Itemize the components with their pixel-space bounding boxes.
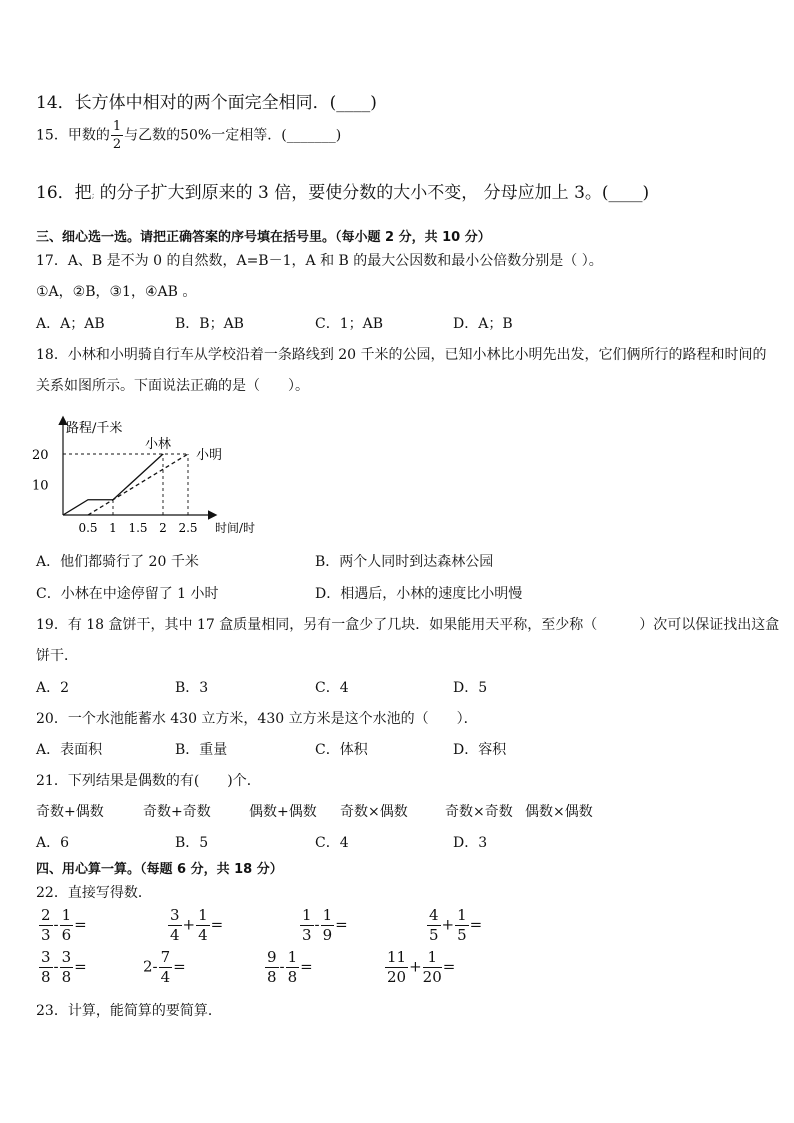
calc-item-1: $\frac{2}{3}$ - $\frac{1}{6}$ = <box>41 906 87 944</box>
option-c[interactable]: C．小林在中途停留了 1 小时 <box>36 586 219 602</box>
question-16-tail: 的分子扩大到原来的 3 倍，要使分数的大小不变， 分母应加上 3。 <box>99 183 602 203</box>
option-d[interactable]: D．容积 <box>453 742 507 758</box>
option-a[interactable]: A．他们都骑行了 20 千米 <box>36 554 199 570</box>
question-17-hint: ①A，②B，③1，④AB 。 <box>36 284 197 300</box>
question-15 <box>36 120 341 151</box>
option-c[interactable]: C．1；AB <box>315 316 384 332</box>
option-b[interactable]: B．5 <box>175 835 209 851</box>
series-line <box>88 454 188 515</box>
calc-item-4: $\frac{4}{5}$ + $\frac{1}{5}$ = <box>429 906 483 944</box>
option-d[interactable]: D．A；B <box>453 316 513 332</box>
answer-blank[interactable]: (____) <box>329 93 377 113</box>
expression-item: 偶数+偶数 <box>249 804 317 820</box>
x-axis-label: 时间/时 <box>215 521 256 535</box>
option-d[interactable]: D．5 <box>453 680 488 696</box>
y-tick-label: 20 <box>32 448 49 463</box>
expression-item: 奇数+奇数 <box>143 804 211 820</box>
missing-fraction-glyph: ; <box>91 191 95 201</box>
question-19-stem-1: 19．有 18 盒饼干，其中 17 盒质量相同，另有一盒少了几块．如果能用天平称，至少称（ ）次可以保证找出这盒 <box>36 617 780 633</box>
expression-item: 偶数×偶数 <box>525 804 593 820</box>
option-a[interactable]: A．A；AB <box>36 316 105 332</box>
section-4-heading: 四、用心算一算。（每题 6 分，共 18 分） <box>36 862 283 877</box>
option-a[interactable]: A．表面积 <box>36 742 103 758</box>
x-tick-label: 1 <box>109 521 117 535</box>
answer-blank[interactable]: (_______) <box>281 127 342 144</box>
series-label: 小林 <box>145 437 172 452</box>
calc-item-7: $\frac{9}{8}$ - $\frac{1}{8}$ = <box>267 948 313 986</box>
question-19-stem-2: 饼干． <box>36 648 78 664</box>
x-tick-label: 0.5 <box>78 521 98 535</box>
option-c[interactable]: C．4 <box>315 680 349 696</box>
x-tick-label: 1.5 <box>128 521 148 535</box>
series-line <box>63 454 163 515</box>
calc-item-6: 2- $\frac{7}{4}$ = <box>143 948 186 986</box>
calc-item-2: $\frac{3}{4}$ + $\frac{1}{4}$ = <box>170 906 224 944</box>
calc-item-3: $\frac{1}{3}$ - $\frac{1}{9}$ = <box>302 906 348 944</box>
question-20-stem: 20．一个水池能蓄水 430 立方米，430 立方米是这个水池的（ ）． <box>36 711 478 727</box>
question-22-stem: 22．直接写得数． <box>36 885 152 901</box>
expression-item: 奇数×偶数 <box>340 804 408 820</box>
calc-item-5: $\frac{3}{8}$ - $\frac{3}{8}$ = <box>41 948 87 986</box>
question-14 <box>36 88 377 113</box>
question-18-stem-1: 18．小林和小明骑自行车从学校沿着一条路线到 20 千米的公园，已知小林比小明先出发，它们俩所行的路程和时间的 <box>36 347 767 363</box>
x-tick-label: 2 <box>159 521 167 535</box>
option-d[interactable]: D．3 <box>453 835 488 851</box>
question-16 <box>36 178 649 203</box>
question-15-post: 与乙数的50%一定相等． <box>124 127 282 144</box>
answer-blank[interactable]: (____) <box>601 183 650 203</box>
y-tick-label: 10 <box>32 478 49 494</box>
option-d[interactable]: D．相遇后，小林的速度比小明慢 <box>315 586 523 602</box>
option-a[interactable]: A．6 <box>36 835 70 851</box>
option-c[interactable]: C．体积 <box>315 742 368 758</box>
chart-svg <box>30 410 280 540</box>
question-23-stem: 23．计算，能简算的要简算． <box>36 1003 222 1019</box>
expression-item: 奇数+偶数 <box>36 804 104 820</box>
expression-item: 奇数×奇数 <box>445 804 513 820</box>
series-label: 小明 <box>196 448 223 463</box>
question-14-text: 14．长方体中相对的两个面完全相同． <box>36 93 330 113</box>
distance-time-chart <box>30 410 280 540</box>
option-a[interactable]: A．2 <box>36 680 70 696</box>
question-18-stem-2: 关系如图所示。下面说法正确的是（ ）。 <box>36 378 309 394</box>
option-b[interactable]: B．重量 <box>175 742 228 758</box>
calc-item-8: $\frac{11}{20}$ + $\frac{1}{20}$ = <box>387 948 456 986</box>
option-c[interactable]: C．4 <box>315 835 349 851</box>
section-3-heading: 三、细心选一选。请把正确答案的序号填在括号里。（每小题 2 分，共 10 分） <box>36 230 491 245</box>
option-b[interactable]: B．3 <box>175 680 209 696</box>
question-15-pre: 15．甲数的 <box>36 127 110 144</box>
option-b[interactable]: B．两个人同时到达森林公园 <box>315 554 494 570</box>
question-16-pre: 16．把 <box>36 183 92 203</box>
question-21-stem: 21．下列结果是偶数的有( )个． <box>36 773 261 789</box>
y-axis-label: 路程/千米 <box>66 421 123 436</box>
x-tick-label: 2.5 <box>178 521 198 535</box>
option-b[interactable]: B．B；AB <box>175 316 244 332</box>
question-17-stem: 17．A、B 是不为 0 的自然数，A=B－1，A 和 B 的最大公因数和最小公倍数分别是（ ）。 <box>36 253 603 269</box>
fraction: $\frac{1}{2}$ <box>112 119 122 152</box>
